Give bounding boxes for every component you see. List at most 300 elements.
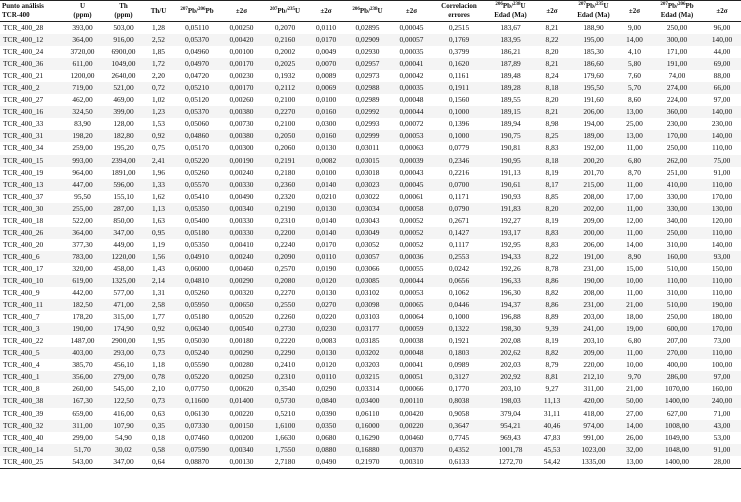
table-row <box>0 94 741 106</box>
table-cell-r76: 0,06130 <box>184 408 210 418</box>
table-cell-thu: 0,78 <box>144 371 173 383</box>
header-line-2: Edad (Ma) <box>660 11 694 19</box>
table-cell-r68: 0,03085 <box>344 275 391 287</box>
table-cell-s1: 0,00250 <box>229 23 254 32</box>
column-header-s1 <box>221 1 262 22</box>
table-cell-th: 916,00 <box>103 34 144 46</box>
table-cell-u: 364,00 <box>62 227 103 239</box>
table-cell-thu: 1,18 <box>152 360 165 370</box>
table-cell-r76: 0,06000 <box>184 263 210 273</box>
table-cell-r75: 0,2100 <box>274 95 296 105</box>
table-cell-s4: 8,86 <box>535 275 569 287</box>
table-cell-age68: 196,88 <box>500 312 521 322</box>
table-cell-r68: 0,03034 <box>344 203 391 215</box>
table-cell-age75: 195,50 <box>569 82 618 94</box>
table-cell-s6: 230,00 <box>711 119 733 129</box>
table-cell-s2: 0,0130 <box>315 143 337 153</box>
table-cell-thu: 0,35 <box>144 420 173 432</box>
table-cell-age75: 209,00 <box>569 347 618 359</box>
table-cell-r68: 0,03098 <box>344 299 391 311</box>
table-cell-thu: 0,73 <box>144 395 173 407</box>
table-cell-point: TCR_400_8 <box>3 384 40 394</box>
table-cell-s1: 0,00420 <box>221 34 262 46</box>
table-cell-s3: 0,00035 <box>391 82 432 94</box>
table-cell-r68: 0,03052 <box>355 239 380 249</box>
table-cell-r68: 0,16880 <box>344 444 391 456</box>
table-cell-s6: 110,00 <box>703 227 741 239</box>
table-cell-th: 195,20 <box>113 143 134 153</box>
table-cell-th: 107,90 <box>103 420 144 432</box>
table-cell-point: TCR_400_39 <box>3 408 44 418</box>
table-cell-th: 182,80 <box>103 130 144 142</box>
table-cell-s3: 0,00051 <box>391 371 432 383</box>
table-cell-u: 385,70 <box>72 360 93 370</box>
table-row <box>0 130 741 142</box>
table-cell-r76: 0,05180 <box>184 312 210 322</box>
table-cell-s4: 8,19 <box>545 167 559 177</box>
table-cell-thu: 1,85 <box>152 47 165 57</box>
table-row <box>0 251 741 263</box>
table-cell-age76: 1400,00 <box>651 395 703 407</box>
table-cell-u: 182,50 <box>62 299 103 311</box>
table-cell-s2: 0,0110 <box>308 251 344 263</box>
table-cell-s5: 14,00 <box>626 239 643 249</box>
table-cell-age68: 189,55 <box>500 95 521 105</box>
table-cell-u: 993,00 <box>62 155 103 167</box>
table-cell-r75: 0,2310 <box>262 371 308 383</box>
table-row <box>0 335 741 347</box>
table-row <box>0 22 741 35</box>
table-cell-thu: 1,63 <box>152 215 165 225</box>
table-cell-r68: 0,06110 <box>355 408 380 418</box>
table-cell-age68: 191,13 <box>500 167 521 177</box>
table-cell-s6: 160,00 <box>711 384 733 394</box>
table-cell-s5: 9,00 <box>628 23 641 32</box>
table-cell-thu: 1,02 <box>152 95 165 105</box>
table-cell-thu: 0,92 <box>144 323 173 335</box>
table-cell-age76: 1400,00 <box>651 456 703 469</box>
table-cell-s4: 8,98 <box>545 119 559 129</box>
table-cell-s3: 0,00072 <box>399 119 424 129</box>
table-cell-s6: 140,00 <box>703 34 741 46</box>
table-cell-th: 399,00 <box>103 106 144 118</box>
table-cell-r68: 0,02992 <box>344 106 391 118</box>
table-cell-u: 51,70 <box>62 444 103 456</box>
table-cell-age68: 202,03 <box>500 360 521 370</box>
table-cell-age76: 230,00 <box>666 119 688 129</box>
table-cell-age76: 207,00 <box>666 336 688 346</box>
table-cell-s4: 8,20 <box>545 95 559 105</box>
table-cell-s2: 0,0089 <box>315 71 337 81</box>
table-cell-s3: 0,00045 <box>391 179 432 191</box>
table-cell-corr: 0,1770 <box>448 384 470 394</box>
header-line-2: Edad (Ma) <box>577 11 610 19</box>
table-cell-s2: 0,0230 <box>308 323 344 335</box>
table-cell-age75: 212,10 <box>569 371 618 383</box>
table-cell-corr: 0,4352 <box>432 444 486 456</box>
table-cell-s6: 120,00 <box>711 215 733 225</box>
table-cell-s1: 0,00170 <box>221 82 262 94</box>
table-row <box>0 263 741 275</box>
table-cell-thu: 0,73 <box>144 347 173 359</box>
table-cell-s4: 9,39 <box>535 323 569 335</box>
table-cell-corr: 0,0779 <box>448 143 470 153</box>
table-cell-corr: 0,1620 <box>432 58 486 70</box>
table-cell-th: 315,00 <box>113 312 134 322</box>
table-cell-age76: 600,00 <box>651 323 703 335</box>
table-cell-s5: 13,00 <box>618 106 651 118</box>
table-cell-thu: 1,23 <box>144 106 173 118</box>
table-cell-th: 503,00 <box>113 23 134 32</box>
table-cell-age76: 250,00 <box>666 143 688 153</box>
table-cell-s1: 0,00490 <box>229 191 254 201</box>
table-cell-th: 287,00 <box>103 203 144 215</box>
column-header-age75 <box>569 1 618 22</box>
table-cell-th: 456,10 <box>113 360 134 370</box>
table-cell-u: 619,00 <box>62 275 103 287</box>
table-cell-age75: 195,00 <box>569 34 618 46</box>
table-cell-age75: 215,00 <box>569 179 618 191</box>
table-cell-r76: 0,07460 <box>184 432 210 442</box>
table-cell-s5: 12,00 <box>626 215 643 225</box>
table-cell-u: 324,50 <box>62 106 103 118</box>
table-cell-s4: 8,82 <box>545 288 559 298</box>
table-cell-age76: 510,00 <box>651 299 703 311</box>
table-cell-r76: 0,05950 <box>173 299 221 311</box>
table-cell-s2: 0,0350 <box>308 420 344 432</box>
table-cell-age68: 198,30 <box>486 323 535 335</box>
table-cell-r75: 0,2060 <box>274 143 296 153</box>
table-cell-r68: 0,03018 <box>355 167 380 177</box>
table-cell-corr: 0,1396 <box>448 119 470 129</box>
table-cell-thu: 1,43 <box>152 263 165 273</box>
table-cell-th: 1325,00 <box>103 275 144 287</box>
table-cell-r68: 0,02973 <box>355 71 380 81</box>
table-cell-s5: 14,00 <box>618 34 651 46</box>
table-cell-s6: 140,00 <box>711 239 733 249</box>
header-line-1: ±2σ <box>320 6 332 15</box>
table-cell-corr: 0,1000 <box>432 106 486 118</box>
table-cell-corr: 0,1062 <box>448 288 470 298</box>
table-cell-r75: 0,2080 <box>262 275 308 287</box>
table-cell-s2: 0,0069 <box>308 82 344 94</box>
table-cell-s2: 0,0120 <box>315 360 337 370</box>
table-cell-r75: 0,2730 <box>262 323 308 335</box>
table-cell-age68: 1001,78 <box>486 444 535 456</box>
table-cell-u: 260,00 <box>72 384 93 394</box>
table-cell-r75: 0,2070 <box>274 23 296 32</box>
table-cell-point: TCR_400_17 <box>3 263 44 273</box>
table-cell-s5: 5,80 <box>618 58 651 70</box>
table-cell-u: 1200,00 <box>70 71 95 81</box>
table-cell-age75: 208,00 <box>583 288 604 298</box>
table-cell-s3: 0,00052 <box>399 215 424 225</box>
table-cell-age75: 191,00 <box>569 251 618 263</box>
table-cell-u: 198,20 <box>62 130 103 142</box>
table-cell-s1: 0,01400 <box>221 395 262 407</box>
table-cell-r68: 0,03066 <box>355 263 380 273</box>
table-cell-r76: 0,05410 <box>184 191 210 201</box>
header-isotope-ratio: $^{207}$Pb/$^{235}$U <box>578 2 609 11</box>
table-cell-point: TCR_400_19 <box>3 167 44 177</box>
table-cell-th: 521,00 <box>103 82 144 94</box>
table-cell-age68: 1272,70 <box>486 456 535 469</box>
table-cell-th: 1049,00 <box>103 58 144 70</box>
table-cell-u: 178,20 <box>72 312 93 322</box>
table-cell-corr: 0,1117 <box>449 239 469 249</box>
table-cell-s1: 0,00380 <box>221 130 262 142</box>
table-cell-s4: 8,18 <box>535 155 569 167</box>
table-cell-s1: 0,00100 <box>229 47 254 57</box>
table-cell-th: 54,90 <box>115 432 132 442</box>
table-cell-r75: 0,2025 <box>262 58 308 70</box>
table-cell-age76: 251,00 <box>666 167 688 177</box>
table-cell-r68: 0,03177 <box>344 323 391 335</box>
table-cell-corr: 0,9058 <box>448 408 470 418</box>
table-cell-s3: 0,00059 <box>391 323 432 335</box>
table-cell-r75: 2,7180 <box>262 456 308 469</box>
table-cell-s6: 170,00 <box>703 323 741 335</box>
table-cell-s1: 0,00320 <box>229 288 254 298</box>
table-row <box>0 118 741 130</box>
table-cell-r75: 0,2220 <box>274 336 296 346</box>
table-row <box>0 58 741 70</box>
table-cell-age75: 179,60 <box>583 71 604 81</box>
table-cell-age75: 206,00 <box>583 239 604 249</box>
table-cell-u: 320,00 <box>72 263 93 273</box>
table-cell-point: TCR_400_26 <box>0 227 62 239</box>
table-cell-th: 2394,00 <box>103 155 144 167</box>
table-cell-s6: 88,00 <box>713 71 731 81</box>
table-cell-s2: 0,0170 <box>308 34 344 46</box>
table-cell-r68: 0,03103 <box>355 312 380 322</box>
table-cell-s5: 8,60 <box>628 95 641 105</box>
table-cell-age75: 991,00 <box>583 432 604 442</box>
table-cell-corr: 0,1560 <box>448 95 470 105</box>
table-cell-age76: 1070,00 <box>664 384 690 394</box>
column-header-s3 <box>391 1 432 22</box>
table-cell-age76: 360,00 <box>651 106 703 118</box>
table-cell-age68: 183,67 <box>500 23 521 32</box>
table-cell-r68: 0,03011 <box>355 143 380 153</box>
table-cell-r75: 0,2570 <box>274 263 296 273</box>
table-cell-age76: 510,00 <box>666 263 688 273</box>
table-cell-s4: 8,83 <box>545 143 559 153</box>
table-cell-point: TCR_400_15 <box>0 155 62 167</box>
table-cell-s1: 0,00200 <box>229 432 254 442</box>
table-cell-corr: 0,3647 <box>432 420 486 432</box>
table-cell-s5: 9,70 <box>618 371 651 383</box>
table-cell-th: 449,00 <box>113 239 134 249</box>
table-cell-s4: 8,78 <box>545 263 559 273</box>
table-cell-s4: 8,81 <box>535 371 569 383</box>
table-cell-s4: 9,27 <box>545 384 559 394</box>
column-header-corr <box>432 1 486 22</box>
table-cell-s2: 0,0840 <box>308 395 344 407</box>
table-cell-r76: 0,05220 <box>173 155 221 167</box>
table-cell-r76: 0,05370 <box>173 106 221 118</box>
table-cell-s1: 0,00330 <box>221 179 262 191</box>
table-cell-point: TCR_400_32 <box>0 420 62 432</box>
table-cell-corr: 0,2346 <box>432 155 486 167</box>
header-line-2: (ppm) <box>114 11 133 19</box>
table-cell-s5: 10,00 <box>626 360 643 370</box>
table-cell-s4: 8,21 <box>535 58 569 70</box>
table-cell-point: TCR_400_13 <box>0 179 62 191</box>
table-cell-s6: 43,00 <box>703 420 741 432</box>
table-cell-r68: 0,02895 <box>355 23 380 32</box>
table-cell-s6: 97,00 <box>713 95 731 105</box>
table-cell-s2: 0,0390 <box>315 408 337 418</box>
table-cell-r76: 0,11600 <box>173 395 221 407</box>
table-cell-point: TCR_400_28 <box>3 23 44 32</box>
table-cell-point: TCR_400_6 <box>0 251 62 263</box>
table-cell-s4: 8,17 <box>535 179 569 191</box>
table-cell-s2: 0,0083 <box>315 336 337 346</box>
table-cell-s4: 8,21 <box>545 23 559 32</box>
table-cell-s6: 75,00 <box>703 155 741 167</box>
table-cell-age68: 194,37 <box>486 299 535 311</box>
table-cell-r76: 0,04960 <box>184 47 210 57</box>
table-cell-age75: 202,00 <box>569 203 618 215</box>
table-cell-point: TCR_400_16 <box>0 106 62 118</box>
table-cell-thu: 2,10 <box>152 384 165 394</box>
column-header-r76 <box>173 1 221 22</box>
table-row <box>0 444 741 456</box>
table-cell-s3: 0,00220 <box>391 420 432 432</box>
table-cell-u: 393,00 <box>72 23 93 32</box>
table-cell-s4: 8,86 <box>535 299 569 311</box>
table-cell-r76: 0,07750 <box>184 384 210 394</box>
table-cell-corr: 0,6133 <box>432 456 486 469</box>
table-cell-s6: 110,00 <box>711 143 733 153</box>
table-cell-r68: 0,02999 <box>344 130 391 142</box>
table-cell-r68: 0,03203 <box>355 360 380 370</box>
column-header-r75 <box>262 1 308 22</box>
table-cell-age68: 189,94 <box>500 119 521 129</box>
table-row <box>0 82 741 94</box>
table-cell-point: TCR_400_20 <box>3 239 44 249</box>
column-header-age68 <box>486 1 535 22</box>
table-cell-corr: 0,1000 <box>432 130 486 142</box>
table-cell-point: TCR_400_37 <box>3 191 44 201</box>
table-cell-corr: 0,8038 <box>432 395 486 407</box>
table-cell-thu: 2,20 <box>152 71 165 81</box>
table-cell-thu: 0,18 <box>152 432 165 442</box>
table-cell-s6: 150,00 <box>711 263 733 273</box>
table-cell-s1: 0,00240 <box>221 251 262 263</box>
table-cell-s3: 0,00052 <box>399 239 424 249</box>
table-cell-r68: 0,02957 <box>344 58 391 70</box>
table-cell-s6: 110,00 <box>703 179 741 191</box>
table-cell-s1: 0,00220 <box>229 408 254 418</box>
table-cell-age76: 330,00 <box>666 191 688 201</box>
table-cell-point: TCR_400_24 <box>3 47 44 57</box>
table-cell-age68: 192,95 <box>500 239 521 249</box>
table-cell-s5: 17,00 <box>626 191 643 201</box>
table-cell-age75: 209,00 <box>583 215 604 225</box>
table-cell-thu: 1,72 <box>144 58 173 70</box>
table-cell-s5: 11,00 <box>618 203 651 215</box>
table-cell-age75: 1335,00 <box>569 456 618 469</box>
table-cell-r68: 0,03043 <box>355 215 380 225</box>
table-cell-r68: 0,03400 <box>344 395 391 407</box>
table-cell-s6: 110,00 <box>711 288 733 298</box>
table-cell-r68: 0,03215 <box>344 371 391 383</box>
table-cell-s1: 0,00380 <box>221 106 262 118</box>
table-cell-thu: 0,72 <box>144 82 173 94</box>
table-cell-age76: 171,00 <box>666 47 688 57</box>
table-cell-u: 95,50 <box>74 191 91 201</box>
table-cell-age68: 183,95 <box>486 34 535 46</box>
table-cell-th: 596,00 <box>103 179 144 191</box>
table-cell-s5: 15,00 <box>626 263 643 273</box>
table-cell-r76: 0,07330 <box>173 420 221 432</box>
table-cell-s2: 0,0110 <box>308 371 344 383</box>
table-cell-u: 377,30 <box>72 239 93 249</box>
table-cell-point: TCR_400_31 <box>0 130 62 142</box>
table-cell-r76: 0,05060 <box>184 119 210 129</box>
table-cell-s6: 190,00 <box>703 299 741 311</box>
table-cell-point: TCR_400_34 <box>3 143 44 153</box>
table-cell-th: 416,00 <box>113 408 134 418</box>
table-cell-s3: 0,00035 <box>399 47 424 57</box>
table-cell-s2: 0,0140 <box>315 215 337 225</box>
table-cell-point: TCR_400_33 <box>3 119 44 129</box>
table-cell-th: 577,00 <box>113 288 134 298</box>
table-cell-age76: 224,00 <box>666 95 688 105</box>
table-cell-r76: 0,05260 <box>184 167 210 177</box>
table-cell-age68: 187,89 <box>486 58 535 70</box>
table-cell-s5: 11,00 <box>626 288 643 298</box>
table-cell-u: 255,00 <box>62 203 103 215</box>
table-cell-age75: 974,00 <box>569 420 618 432</box>
table-cell-age68: 202,08 <box>500 336 521 346</box>
table-cell-s1: 0,00260 <box>229 95 254 105</box>
table-row <box>0 299 741 311</box>
table-cell-r76: 0,06340 <box>173 323 221 335</box>
table-cell-r76: 0,05180 <box>173 227 221 239</box>
table-cell-s3: 0,00310 <box>391 456 432 469</box>
table-cell-r75: 0,2550 <box>262 299 308 311</box>
table-cell-s4: 47,83 <box>543 432 561 442</box>
table-row <box>0 275 741 287</box>
table-cell-s2: 0,0100 <box>315 95 337 105</box>
table-cell-s6: 140,00 <box>703 130 741 142</box>
table-cell-corr: 0,1911 <box>432 82 486 94</box>
table-cell-age76: 310,00 <box>666 239 688 249</box>
table-cell-age75: 190,00 <box>569 275 618 287</box>
table-cell-r75: 0,2270 <box>274 288 296 298</box>
table-cell-r76: 0,05350 <box>173 203 221 215</box>
table-cell-s4: 8,19 <box>545 215 559 225</box>
table-cell-u: 659,00 <box>72 408 93 418</box>
table-cell-r68: 0,02993 <box>355 119 380 129</box>
table-cell-age68: 189,48 <box>500 71 521 81</box>
table-cell-point: TCR_400_21 <box>3 71 44 81</box>
table-cell-s3: 0,00052 <box>391 227 432 239</box>
table-cell-s1: 0,00180 <box>229 336 254 346</box>
table-cell-th: 128,00 <box>113 119 134 129</box>
table-cell-s2: 0,0300 <box>315 119 337 129</box>
table-cell-thu: 1,56 <box>144 251 173 263</box>
table-cell-s3: 0,00063 <box>399 143 424 153</box>
table-cell-thu: 1,33 <box>144 179 173 191</box>
header-isotope-ratio: $^{207}$Pb/$^{206}$Pb <box>180 6 214 15</box>
table-cell-r76: 0,05350 <box>184 239 210 249</box>
table-cell-age68: 186,21 <box>500 47 521 57</box>
table-cell-s6: 93,00 <box>703 251 741 263</box>
